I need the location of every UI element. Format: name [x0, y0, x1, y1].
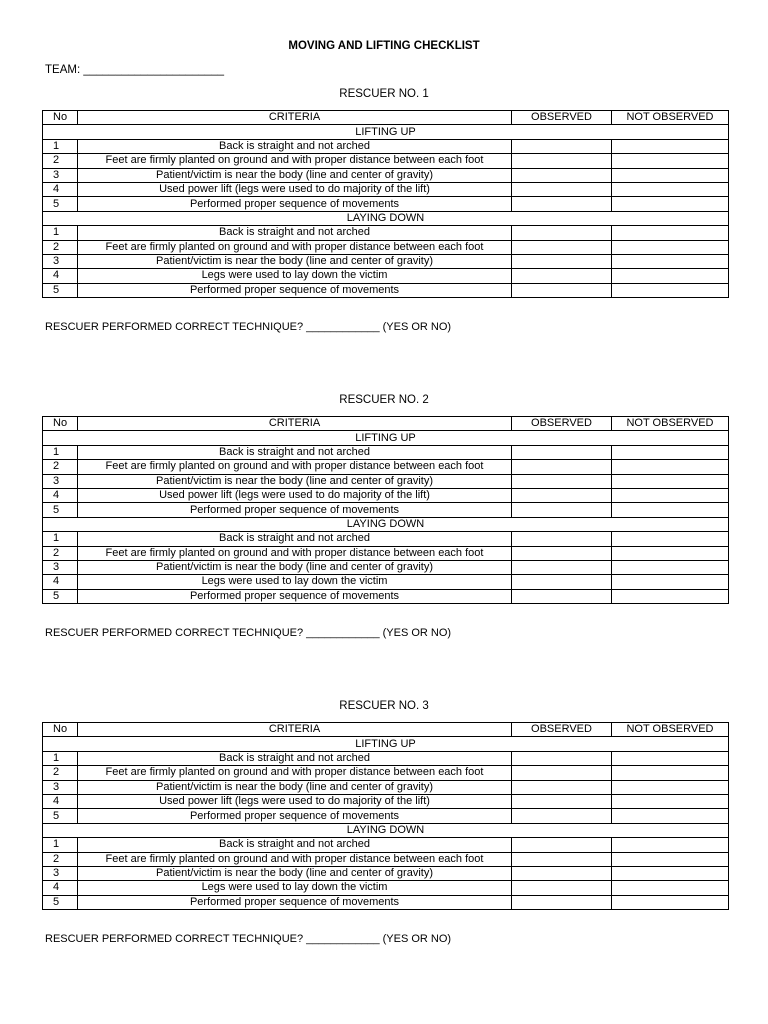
item-number: 1 — [43, 139, 78, 153]
criteria-text: Back is straight and not arched — [78, 838, 512, 852]
criteria-text: Back is straight and not arched — [78, 532, 512, 546]
criteria-text: Back is straight and not arched — [78, 226, 512, 240]
header-not-observed: NOT OBSERVED — [612, 111, 729, 125]
header-no: No — [43, 723, 78, 737]
technique-result-line: RESCUER PERFORMED CORRECT TECHNIQUE? ____________ (YES OR NO) — [45, 321, 452, 333]
table-row — [43, 794, 729, 808]
item-number: 4 — [43, 881, 78, 895]
table-row — [43, 474, 729, 488]
table-row — [43, 780, 729, 794]
item-number: 2 — [43, 852, 78, 866]
item-number: 5 — [43, 809, 78, 823]
not-observed-cell[interactable] — [612, 168, 729, 182]
group-label: LAYING DOWN — [43, 517, 729, 531]
item-number: 2 — [43, 154, 78, 168]
observed-cell[interactable] — [512, 503, 612, 517]
item-number: 4 — [43, 794, 78, 808]
criteria-text: Performed proper sequence of movements — [78, 197, 512, 211]
header-not-observed: NOT OBSERVED — [612, 723, 729, 737]
observed-cell[interactable] — [512, 532, 612, 546]
criteria-text: Feet are firmly planted on ground and with proper distance between each foot — [78, 852, 512, 866]
table-row — [43, 168, 729, 182]
table-row — [43, 488, 729, 502]
criteria-text: Back is straight and not arched — [78, 445, 512, 459]
table-row — [43, 240, 729, 254]
table-header-row — [43, 111, 729, 125]
table-row — [43, 809, 729, 823]
table-row — [43, 197, 729, 211]
item-number: 4 — [43, 269, 78, 283]
observed-cell[interactable] — [512, 269, 612, 283]
not-observed-cell[interactable] — [612, 780, 729, 794]
observed-cell[interactable] — [512, 445, 612, 459]
table-row — [43, 575, 729, 589]
group-row — [43, 737, 729, 751]
group-label: LAYING DOWN — [43, 823, 729, 837]
item-number: 5 — [43, 283, 78, 297]
observed-cell[interactable] — [512, 474, 612, 488]
table-row — [43, 881, 729, 895]
not-observed-cell[interactable] — [612, 794, 729, 808]
table-row — [43, 766, 729, 780]
observed-cell[interactable] — [512, 154, 612, 168]
item-number: 3 — [43, 474, 78, 488]
group-row — [43, 431, 729, 445]
criteria-text: Back is straight and not arched — [78, 139, 512, 153]
header-no: No — [43, 111, 78, 125]
table-row — [43, 546, 729, 560]
observed-cell[interactable] — [512, 460, 612, 474]
header-no: No — [43, 417, 78, 431]
header-not-observed: NOT OBSERVED — [612, 417, 729, 431]
criteria-text: Patient/victim is near the body (line and center of gravity) — [78, 254, 512, 268]
rescuer-heading: RESCUER NO. 2 — [339, 394, 429, 406]
criteria-text: Patient/victim is near the body (line and center of gravity) — [78, 560, 512, 574]
item-number: 5 — [43, 503, 78, 517]
observed-cell[interactable] — [512, 589, 612, 603]
not-observed-cell[interactable] — [612, 852, 729, 866]
group-row — [43, 211, 729, 225]
observed-cell[interactable] — [512, 895, 612, 909]
criteria-text: Performed proper sequence of movements — [78, 283, 512, 297]
criteria-text: Used power lift (legs were used to do majority of the lift) — [78, 182, 512, 196]
item-number: 1 — [43, 445, 78, 459]
not-observed-cell[interactable] — [612, 560, 729, 574]
not-observed-cell[interactable] — [612, 503, 729, 517]
table-row — [43, 751, 729, 765]
observed-cell[interactable] — [512, 780, 612, 794]
observed-cell[interactable] — [512, 197, 612, 211]
not-observed-cell[interactable] — [612, 254, 729, 268]
criteria-text: Feet are firmly planted on ground and with proper distance between each foot — [78, 460, 512, 474]
table-row — [43, 838, 729, 852]
observed-cell[interactable] — [512, 488, 612, 502]
item-number: 2 — [43, 766, 78, 780]
criteria-text: Legs were used to lay down the victim — [78, 575, 512, 589]
observed-cell[interactable] — [512, 283, 612, 297]
checklist-table — [42, 722, 729, 910]
not-observed-cell[interactable] — [612, 269, 729, 283]
table-row — [43, 139, 729, 153]
item-number: 3 — [43, 168, 78, 182]
document-title: MOVING AND LIFTING CHECKLIST — [288, 40, 480, 52]
not-observed-cell[interactable] — [612, 838, 729, 852]
criteria-text: Feet are firmly planted on ground and with proper distance between each foot — [78, 154, 512, 168]
observed-cell[interactable] — [512, 866, 612, 880]
item-number: 2 — [43, 240, 78, 254]
header-observed: OBSERVED — [512, 417, 612, 431]
rescuer-heading: RESCUER NO. 3 — [339, 700, 429, 712]
criteria-text: Performed proper sequence of movements — [78, 809, 512, 823]
item-number: 5 — [43, 895, 78, 909]
group-label: LIFTING UP — [43, 125, 729, 139]
not-observed-cell[interactable] — [612, 197, 729, 211]
group-label: LAYING DOWN — [43, 211, 729, 225]
observed-cell[interactable] — [512, 182, 612, 196]
observed-cell[interactable] — [512, 794, 612, 808]
observed-cell[interactable] — [512, 852, 612, 866]
header-criteria: CRITERIA — [78, 417, 512, 431]
group-label: LIFTING UP — [43, 737, 729, 751]
not-observed-cell[interactable] — [612, 866, 729, 880]
not-observed-cell[interactable] — [612, 154, 729, 168]
header-observed: OBSERVED — [512, 111, 612, 125]
table-row — [43, 560, 729, 574]
item-number: 5 — [43, 589, 78, 603]
rescuer-heading: RESCUER NO. 1 — [339, 88, 429, 100]
criteria-text: Patient/victim is near the body (line and center of gravity) — [78, 474, 512, 488]
team-field: TEAM: ______________________ — [45, 64, 225, 76]
table-row — [43, 226, 729, 240]
table-row — [43, 445, 729, 459]
not-observed-cell[interactable] — [612, 283, 729, 297]
group-row — [43, 823, 729, 837]
item-number: 1 — [43, 226, 78, 240]
not-observed-cell[interactable] — [612, 532, 729, 546]
observed-cell[interactable] — [512, 139, 612, 153]
table-header-row — [43, 723, 729, 737]
criteria-text: Patient/victim is near the body (line and center of gravity) — [78, 866, 512, 880]
table-row — [43, 503, 729, 517]
observed-cell[interactable] — [512, 751, 612, 765]
item-number: 1 — [43, 532, 78, 546]
table-row — [43, 532, 729, 546]
observed-cell[interactable] — [512, 881, 612, 895]
item-number: 2 — [43, 460, 78, 474]
not-observed-cell[interactable] — [612, 474, 729, 488]
table-row — [43, 254, 729, 268]
header-criteria: CRITERIA — [78, 111, 512, 125]
observed-cell[interactable] — [512, 240, 612, 254]
observed-cell[interactable] — [512, 838, 612, 852]
item-number: 2 — [43, 546, 78, 560]
not-observed-cell[interactable] — [612, 546, 729, 560]
table-row — [43, 182, 729, 196]
observed-cell[interactable] — [512, 560, 612, 574]
header-observed: OBSERVED — [512, 723, 612, 737]
table-row — [43, 154, 729, 168]
observed-cell[interactable] — [512, 546, 612, 560]
checklist-table — [42, 110, 729, 298]
criteria-text: Used power lift (legs were used to do majority of the lift) — [78, 794, 512, 808]
criteria-text: Back is straight and not arched — [78, 751, 512, 765]
table-row — [43, 852, 729, 866]
not-observed-cell[interactable] — [612, 240, 729, 254]
group-row — [43, 125, 729, 139]
not-observed-cell[interactable] — [612, 226, 729, 240]
item-number: 3 — [43, 254, 78, 268]
observed-cell[interactable] — [512, 766, 612, 780]
not-observed-cell[interactable] — [612, 809, 729, 823]
group-row — [43, 517, 729, 531]
item-number: 4 — [43, 575, 78, 589]
observed-cell[interactable] — [512, 809, 612, 823]
not-observed-cell[interactable] — [612, 445, 729, 459]
table-row — [43, 460, 729, 474]
not-observed-cell[interactable] — [612, 589, 729, 603]
item-number: 3 — [43, 866, 78, 880]
not-observed-cell[interactable] — [612, 575, 729, 589]
criteria-text: Patient/victim is near the body (line and center of gravity) — [78, 780, 512, 794]
technique-result-line: RESCUER PERFORMED CORRECT TECHNIQUE? ____________ (YES OR NO) — [45, 627, 452, 639]
item-number: 1 — [43, 838, 78, 852]
criteria-text: Used power lift (legs were used to do majority of the lift) — [78, 488, 512, 502]
table-row — [43, 866, 729, 880]
not-observed-cell[interactable] — [612, 460, 729, 474]
table-row — [43, 895, 729, 909]
criteria-text: Feet are firmly planted on ground and with proper distance between each foot — [78, 546, 512, 560]
observed-cell[interactable] — [512, 226, 612, 240]
criteria-text: Legs were used to lay down the victim — [78, 269, 512, 283]
not-observed-cell[interactable] — [612, 139, 729, 153]
criteria-text: Patient/victim is near the body (line and center of gravity) — [78, 168, 512, 182]
not-observed-cell[interactable] — [612, 488, 729, 502]
criteria-text: Feet are firmly planted on ground and with proper distance between each foot — [78, 766, 512, 780]
not-observed-cell[interactable] — [612, 766, 729, 780]
group-label: LIFTING UP — [43, 431, 729, 445]
not-observed-cell[interactable] — [612, 895, 729, 909]
header-criteria: CRITERIA — [78, 723, 512, 737]
item-number: 5 — [43, 197, 78, 211]
item-number: 1 — [43, 751, 78, 765]
table-row — [43, 269, 729, 283]
observed-cell[interactable] — [512, 168, 612, 182]
criteria-text: Legs were used to lay down the victim — [78, 881, 512, 895]
criteria-text: Performed proper sequence of movements — [78, 589, 512, 603]
not-observed-cell[interactable] — [612, 751, 729, 765]
item-number: 4 — [43, 182, 78, 196]
item-number: 3 — [43, 560, 78, 574]
criteria-text: Performed proper sequence of movements — [78, 895, 512, 909]
not-observed-cell[interactable] — [612, 881, 729, 895]
observed-cell[interactable] — [512, 575, 612, 589]
technique-result-line: RESCUER PERFORMED CORRECT TECHNIQUE? ____________ (YES OR NO) — [45, 933, 452, 945]
item-number: 3 — [43, 780, 78, 794]
table-row — [43, 283, 729, 297]
checklist-table — [42, 416, 729, 604]
item-number: 4 — [43, 488, 78, 502]
criteria-text: Performed proper sequence of movements — [78, 503, 512, 517]
observed-cell[interactable] — [512, 254, 612, 268]
table-row — [43, 589, 729, 603]
not-observed-cell[interactable] — [612, 182, 729, 196]
table-header-row — [43, 417, 729, 431]
criteria-text: Feet are firmly planted on ground and with proper distance between each foot — [78, 240, 512, 254]
